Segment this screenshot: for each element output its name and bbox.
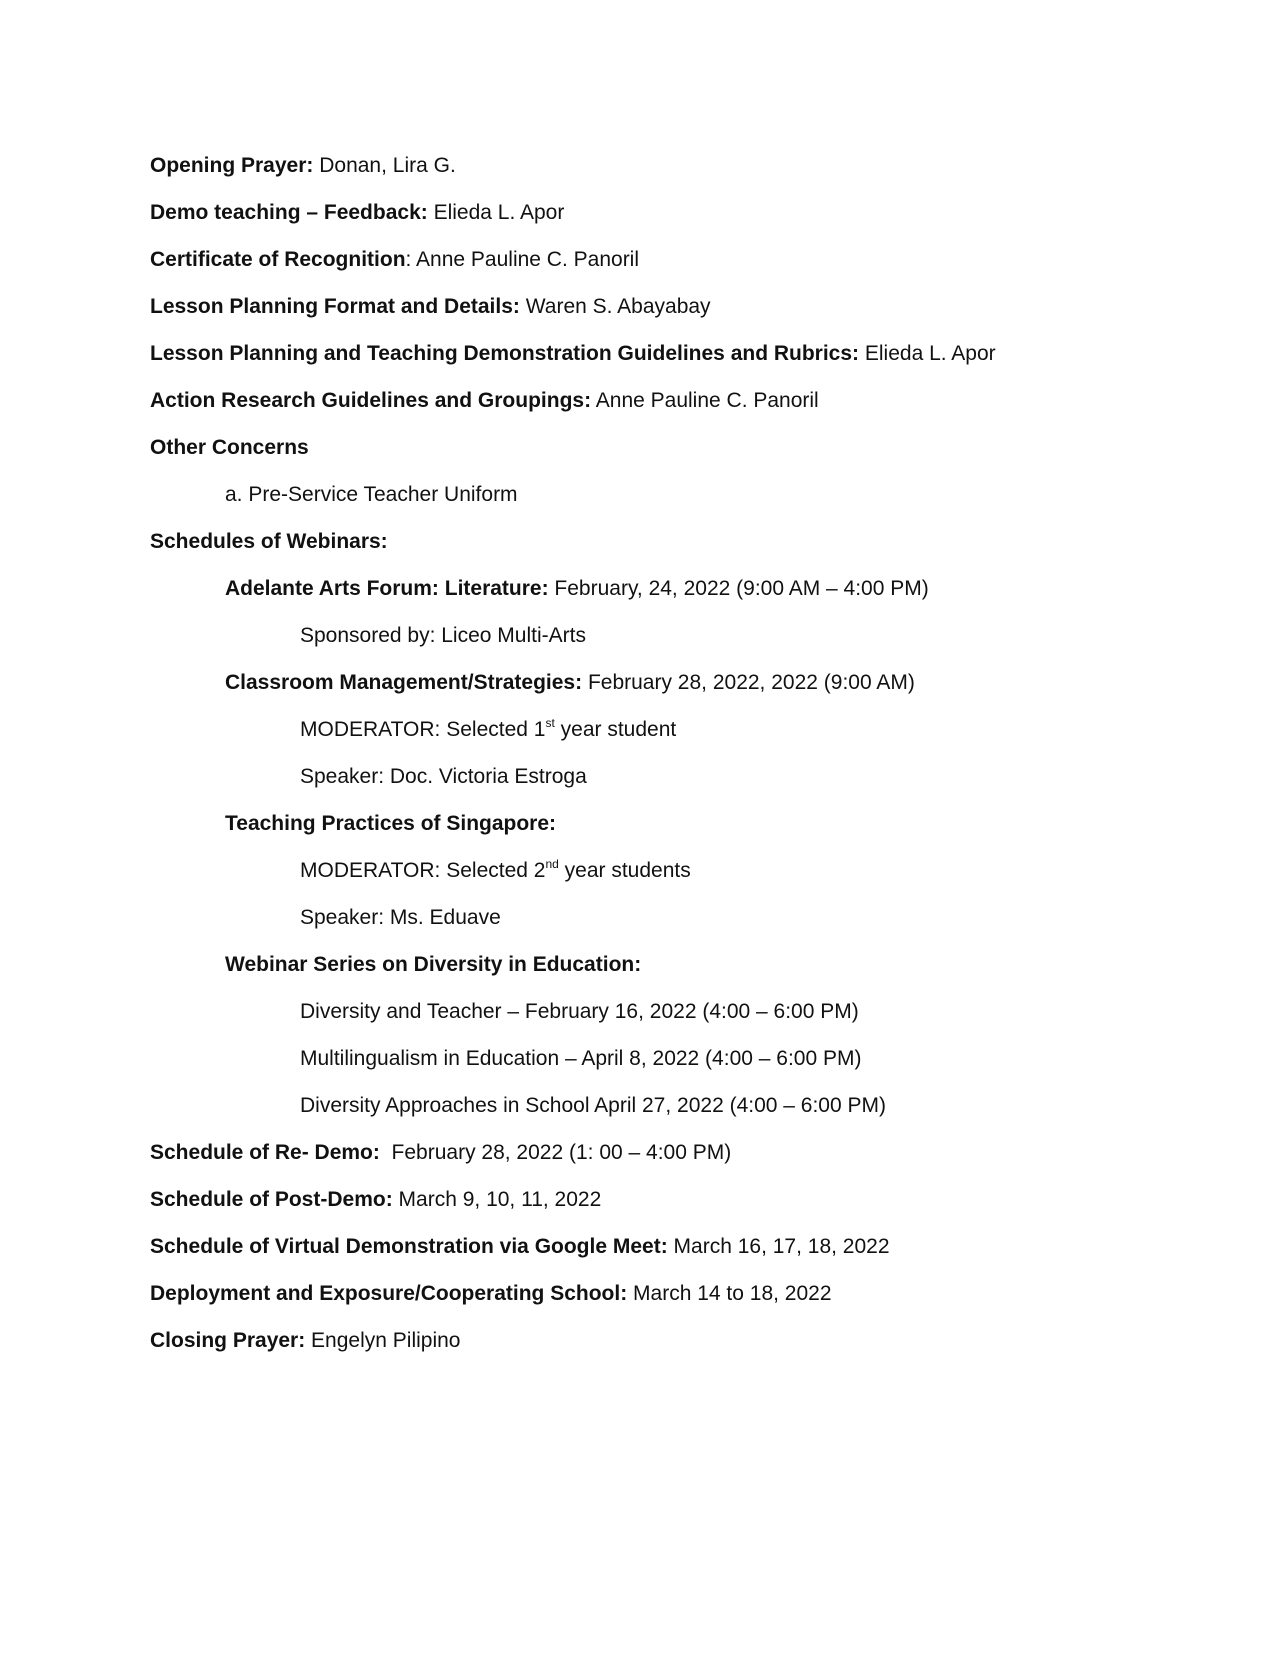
classroom-speaker: Speaker: Doc. Victoria Estroga: [300, 765, 587, 788]
singapore-speaker: Speaker: Ms. Eduave: [300, 906, 501, 929]
singapore-moderator-text: MODERATOR: Selected 2: [300, 859, 546, 882]
closing-prayer-line: [150, 1324, 1150, 1371]
classroom-value: February 28, 2022, 2022 (9:00 AM): [582, 671, 915, 694]
webinars-heading: [150, 525, 1150, 572]
post-demo-line: [150, 1183, 1150, 1230]
lesson-guidelines-line: [150, 337, 1150, 384]
certificate-line: [150, 243, 1150, 290]
action-research-line: [150, 384, 1150, 431]
re-demo-label: Schedule of Re- Demo:: [150, 1141, 380, 1164]
virtual-demo-label: Schedule of Virtual Demonstration via Google Meet:: [150, 1235, 668, 1258]
post-demo-label: Schedule of Post-Demo:: [150, 1188, 393, 1211]
closing-prayer-value: Engelyn Pilipino: [305, 1329, 461, 1352]
lesson-format-line: [150, 290, 1150, 337]
action-research-value: Anne Pauline C. Panoril: [591, 389, 819, 412]
classroom-label: Classroom Management/Strategies:: [225, 671, 583, 694]
lesson-format-value: Waren S. Abayabay: [519, 295, 711, 318]
diversity-item: Diversity Approaches in School April 27, 2022 (4:00 – 6:00 PM): [300, 1094, 886, 1117]
singapore-line: [150, 807, 1150, 854]
adelante-sponsor: Sponsored by: Liceo Multi-Arts: [300, 624, 586, 647]
demo-feedback-value: Elieda L. Apor: [427, 201, 565, 224]
demo-feedback-label: Demo teaching – Feedback:: [150, 201, 428, 224]
deployment-value: March 14 to 18, 2022: [627, 1282, 832, 1305]
webinars-heading-label: Schedules of Webinars:: [150, 530, 388, 553]
lesson-guidelines-label: Lesson Planning and Teaching Demonstration Guidelines and Rubrics:: [150, 342, 860, 365]
diversity-label: Webinar Series on Diversity in Education:: [225, 953, 642, 976]
opening-prayer-value: Donan, Lira G.: [313, 154, 456, 177]
virtual-demo-line: [150, 1230, 1150, 1277]
opening-prayer-label: Opening Prayer:: [150, 154, 314, 177]
adelante-label: Adelante Arts Forum: Literature:: [225, 577, 549, 600]
re-demo-value: February 28, 2022 (1: 00 – 4:00 PM): [379, 1141, 732, 1164]
diversity-item: Multilingualism in Education – April 8, 2022 (4:00 – 6:00 PM): [300, 1047, 862, 1070]
adelante-line: [150, 572, 1150, 619]
classroom-line: [150, 666, 1150, 713]
singapore-moderator-sup: nd: [545, 857, 559, 871]
closing-prayer-label: Closing Prayer:: [150, 1329, 306, 1352]
lesson-format-label: Lesson Planning Format and Details:: [150, 295, 520, 318]
action-research-label: Action Research Guidelines and Groupings:: [150, 389, 592, 412]
re-demo-line: [150, 1136, 1150, 1183]
certificate-value: : Anne Pauline C. Panoril: [405, 248, 640, 271]
lesson-guidelines-value: Elieda L. Apor: [859, 342, 996, 365]
classroom-moderator-suffix: year student: [554, 718, 677, 741]
demo-feedback-line: [150, 196, 1150, 243]
deployment-label: Deployment and Exposure/Cooperating School:: [150, 1282, 628, 1305]
singapore-moderator: [150, 854, 1150, 901]
uniform-item: a. Pre-Service Teacher Uniform: [225, 483, 518, 506]
classroom-moderator: [150, 713, 1150, 760]
singapore-label: Teaching Practices of Singapore:: [225, 812, 557, 835]
singapore-moderator-suffix: year students: [558, 859, 691, 882]
post-demo-value: March 9, 10, 11, 2022: [392, 1188, 602, 1211]
diversity-line: [150, 948, 1150, 995]
opening-prayer-line: [150, 149, 1150, 196]
other-concerns-label: Other Concerns: [150, 436, 309, 459]
classroom-moderator-text: MODERATOR: Selected 1: [300, 718, 546, 741]
certificate-label: Certificate of Recognition: [150, 248, 406, 271]
adelante-value: February, 24, 2022 (9:00 AM – 4:00 PM): [548, 577, 929, 600]
classroom-moderator-sup: st: [545, 716, 555, 730]
diversity-item: Diversity and Teacher – February 16, 2022 (4:00 – 6:00 PM): [300, 1000, 859, 1023]
other-concerns-heading: [150, 431, 1150, 478]
deployment-line: [150, 1277, 1150, 1324]
virtual-demo-value: March 16, 17, 18, 2022: [667, 1235, 890, 1258]
document-body: [150, 149, 1150, 1371]
